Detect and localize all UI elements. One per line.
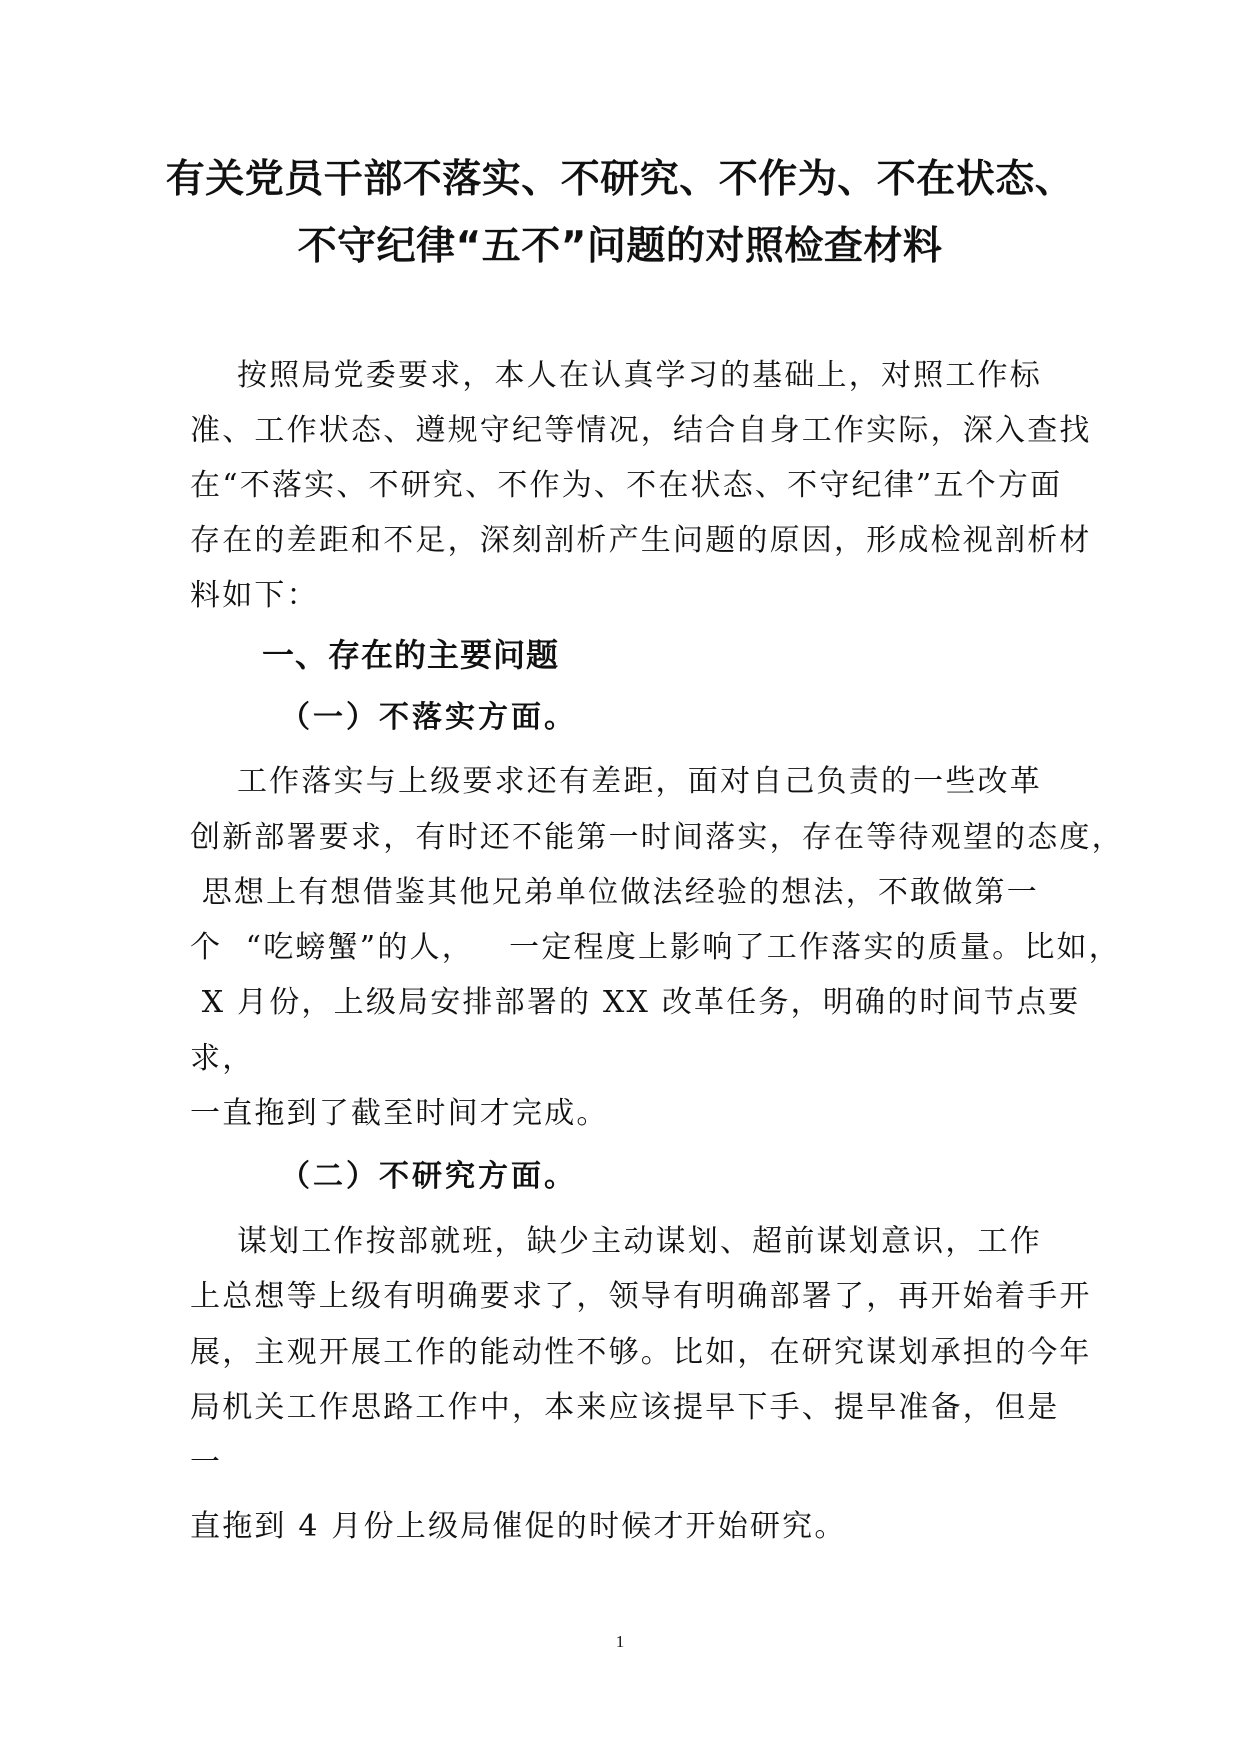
page-number: 1	[615, 1632, 625, 1651]
subsection-2-paragraph-line: 局机关工作思路工作中，本来应该提早下手、提早准备，但是	[190, 1390, 1060, 1425]
subsection-heading-not-implementing: （一）不落实方面。	[280, 700, 577, 735]
intro-paragraph-line: 存在的差距和不足，深刻剖析产生问题的原因，形成检视剖析材	[190, 523, 1092, 558]
document-title-line-1: 有关党员干部不落实、不研究、不作为、不在状态、	[165, 157, 1075, 202]
document-title-line-2: 不守纪律“五不”问题的对照检查材料	[297, 224, 943, 269]
subsection-1-paragraph-line: 个 “吃螃蟹”的人， 一定程度上影响了工作落实的质量。比如，	[190, 930, 1121, 965]
subsection-2-paragraph-line: 展，主观开展工作的能动性不够。比如，在研究谋划承担的今年	[190, 1335, 1092, 1370]
subsection-2-paragraph-line: 上总想等上级有明确要求了，领导有明确部署了，再开始着手开	[190, 1279, 1092, 1314]
subsection-1-paragraph-line: 思想上有想借鉴其他兄弟单位做法经验的想法，不敢做第一	[190, 875, 1039, 910]
subsection-2-paragraph-line: 谋划工作按部就班，缺少主动谋划、超前谋划意识，工作	[190, 1224, 1042, 1259]
subsection-1-paragraph-line: 创新部署要求，有时还不能第一时间落实，存在等待观望的态度，	[190, 820, 1124, 855]
subsection-1-paragraph-line: X 月份，上级局安排部署的 XX 改革任务，明确的时间节点要	[190, 985, 1081, 1020]
section-heading-main-problems: 一、存在的主要问题	[262, 636, 560, 674]
subsection-1-paragraph-line: 求，	[190, 1041, 255, 1076]
intro-paragraph-line: 料如下：	[190, 578, 319, 613]
subsection-1-paragraph-line: 一直拖到了截至时间才完成。	[190, 1096, 609, 1131]
intro-paragraph-line: 准、工作状态、遵规守纪等情况，结合自身工作实际，深入查找	[190, 413, 1092, 448]
subsection-heading-not-researching: （二）不研究方面。	[280, 1159, 577, 1194]
intro-paragraph-line: 在“不落实、不研究、不作为、不在状态、不守纪律”五个方面	[190, 468, 1063, 503]
intro-paragraph-line: 按照局党委要求，本人在认真学习的基础上，对照工作标	[190, 358, 1042, 393]
subsection-1-paragraph-line: 工作落实与上级要求还有差距，面对自己负责的一些改革	[190, 764, 1042, 799]
subsection-2-paragraph-line: 直拖到 4 月份上级局催促的时候才开始研究。	[190, 1509, 847, 1544]
subsection-2-paragraph-line: 一	[190, 1445, 223, 1480]
